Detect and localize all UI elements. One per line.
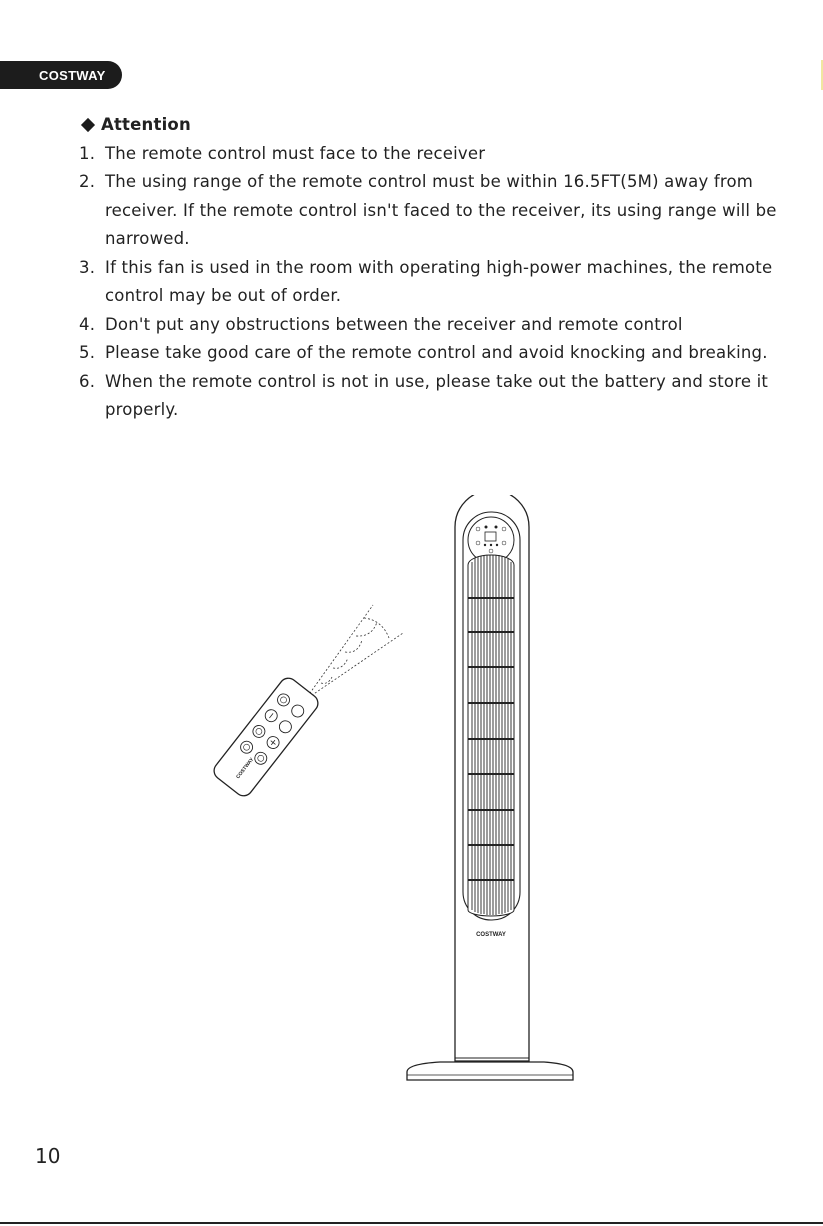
brand-tab <box>0 61 122 89</box>
item-number: 4. <box>79 314 96 334</box>
list-item <box>79 368 779 425</box>
item-number: 6. <box>79 371 96 391</box>
tower-fan <box>407 495 573 1080</box>
item-text: Don't put any obstructions between the receiver and remote control <box>105 314 683 334</box>
attention-heading <box>79 111 779 140</box>
item-number: 2. <box>79 172 96 191</box>
item-number: 3. <box>79 257 96 277</box>
item-text: The remote control must face to the receiver <box>105 143 486 163</box>
list-item <box>79 168 779 254</box>
item-text: If this fan is used in the room with operating high-power machines, the remote control may be out of order. <box>105 257 773 305</box>
item-number: 1. <box>79 143 96 163</box>
item-number: 5. <box>79 343 96 362</box>
item-text: Please take good care of the remote control and avoid knocking and breaking. <box>105 343 768 362</box>
item-text: The using range of the remote control must be within 16.5FT(5M) away from receiver. If the remote control isn't faced to the receiver, its using range will be narrowed. <box>105 172 777 248</box>
bottom-rule <box>0 1222 823 1224</box>
list-item <box>79 254 779 311</box>
attention-heading-text: Attention <box>101 115 191 134</box>
list-item <box>79 339 779 368</box>
fan-brand-label: COSTWAY <box>476 932 506 938</box>
remote-control <box>210 675 321 800</box>
remote-brand-label: COSTWAY <box>235 756 256 781</box>
fan-and-remote-illustration <box>200 495 600 1095</box>
list-item <box>79 311 779 340</box>
page-number: 10 <box>35 1144 61 1168</box>
brand-label: COSTWAY <box>39 67 106 83</box>
list-item <box>79 140 779 169</box>
signal-beam-icon <box>305 605 403 700</box>
fan-base <box>407 1062 573 1080</box>
diamond-bullet-icon <box>81 118 95 132</box>
item-text: When the remote control is not in use, please take out the battery and store it properly. <box>105 371 769 419</box>
attention-section <box>79 111 779 425</box>
